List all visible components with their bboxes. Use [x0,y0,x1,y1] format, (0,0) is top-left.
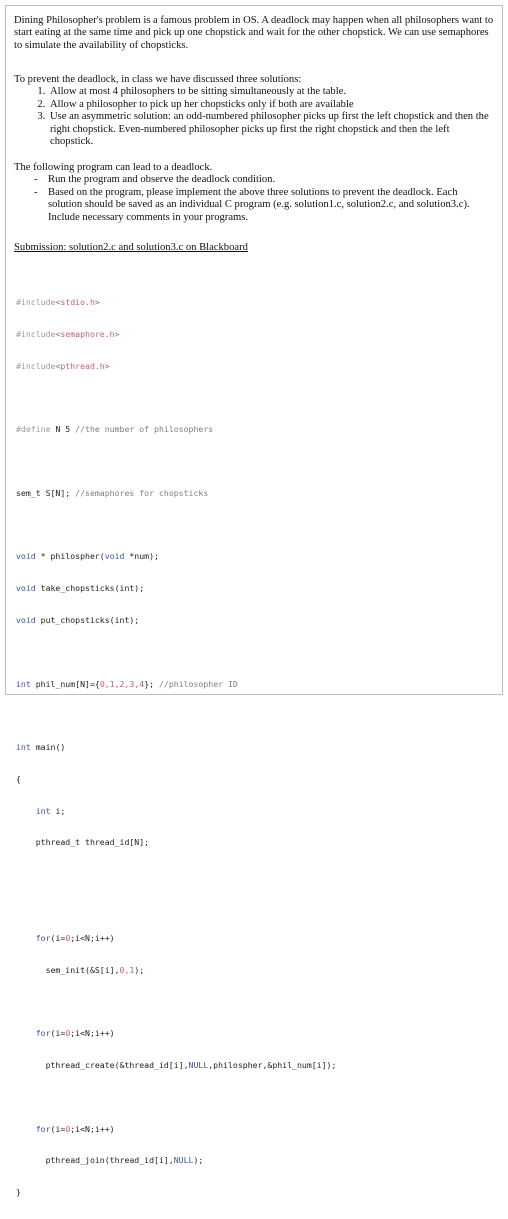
code-line-pthread-create: pthread_create(&thread_id[i],NULL,philospher,&phil_num[i]); [45,1059,337,1070]
code-line-phil-num: int phil_num[N]={0,1,2,3,4}; //philosopher ID [16,678,238,689]
task-item [34,174,494,186]
code-line-include-stdio: #include<stdio.h> [16,297,100,308]
code-line-for-3: for(i=0;i<N;i++) [35,1123,115,1134]
code-line-proto-philospher: void * philospher(void *num); [16,551,159,562]
tasks-heading: The following program can lead to a deadlock. [14,162,213,173]
code-line-sem-init: sem_init(&S[i],0,1); [45,964,145,975]
task-item [34,186,494,224]
code-line-for-1: for(i=0;i<N;i++) [35,932,115,943]
dash-bullet: - [34,186,38,198]
tasks-section [14,162,494,224]
code-block [16,276,496,1219]
tasks-list [14,174,494,224]
code-line-decl-i: int i; [35,805,66,816]
code-line-define: #define N 5 //the number of philosophers [16,424,214,435]
intro-paragraph: Dining Philosopher's problem is a famous problem in OS. A deadlock may happen when all philosophers want to start eating at the same time and pick up one chopstick and wait for the other chopstick. We can use semaphores to simulate the availability of chopsticks. [14,15,494,51]
code-line-include-semaphore: #include<semaphore.h> [16,328,120,339]
task-text: Run the program and observe the deadlock condition. [48,174,276,186]
solution-item: 2. Allow a philosopher to pick up her chopsticks only if both are available [48,99,494,111]
dash-bullet: - [34,174,38,186]
task-text: Based on the program, please implement the above three solutions to prevent the deadlock. Each solution should be saved as an individual C program (e.g. solution1.c, solution2.c, and solution3.c). Include necessary comments in your programs. [48,186,470,223]
code-line-for-2: for(i=0;i<N;i++) [35,1028,115,1039]
code-line-brace-open: { [16,773,21,784]
code-line-include-pthread: #include<pthread.h> [16,360,110,371]
solution-item: 3. Use an asymmetric solution: an odd-numbered philosopher picks up first the left chopstick and then the right chopstick. Even-numbered philosopher picks up first the right chopstick and then the left chopstick. [48,111,494,148]
code-line-proto-take: void take_chopsticks(int); [16,583,145,594]
code-line-decl-thread: pthread_t thread_id[N]; [35,837,150,848]
solution-item: 1. Allow at most 4 philosophers to be sitting simultaneously at the table. [48,86,494,98]
solutions-list [14,86,494,148]
code-line-brace-close: } [16,1187,21,1198]
solutions-section [14,74,494,148]
solutions-heading: To prevent the deadlock, in class we have discussed three solutions: [14,74,302,85]
document-page [5,5,503,1198]
code-line-main: int main() [16,742,66,753]
code-line-sem-decl: sem_t S[N]; //semaphores for chopsticks [16,487,209,498]
code-line-pthread-join: pthread_join(thread_id[i],NULL); [45,1155,204,1166]
submission-line: Submission: solution2.c and solution3.c on Blackboard [14,242,248,253]
code-line-proto-put: void put_chopsticks(int); [16,615,140,625]
